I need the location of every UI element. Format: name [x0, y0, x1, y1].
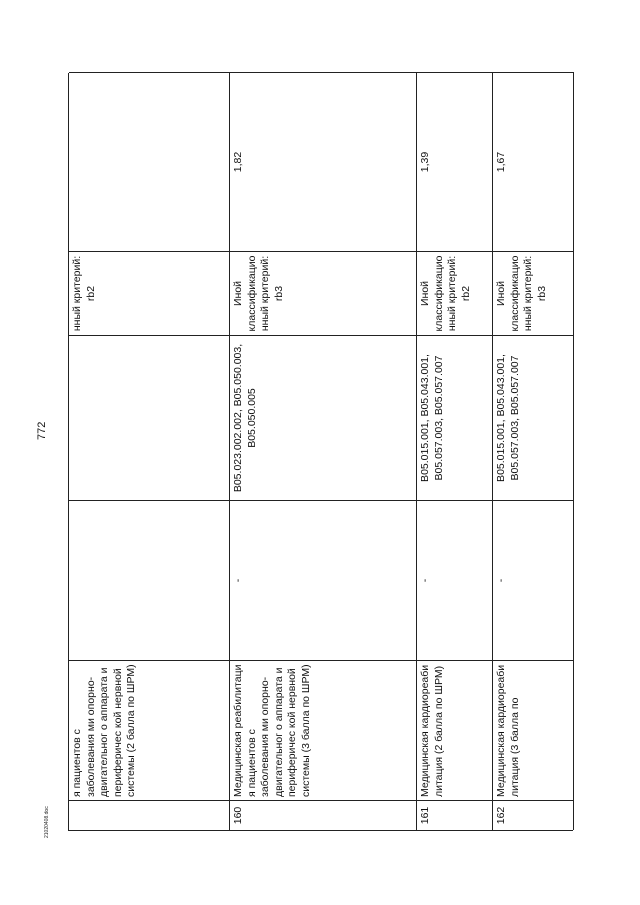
row-number-cell — [69, 800, 230, 830]
row-codes-cell: B05.023.002.002, B05.050.003, B05.050.005 — [230, 335, 417, 500]
row-value-cell — [69, 72, 230, 251]
row-value-cell: 1,67 — [493, 72, 574, 251]
row-value-cell: 1,82 — [230, 72, 417, 251]
row-dash-cell: - — [230, 500, 417, 660]
row-dash-cell: - — [493, 500, 574, 660]
row-codes-cell: B05.015.001, B05.043.001, B05.057.003, B05.057.007 — [493, 335, 574, 500]
tariff-table-grid — [68, 73, 573, 831]
page-number: 772 — [36, 421, 48, 440]
row-criterion-cell: нный критерий: rb2 — [69, 251, 230, 335]
row-value-cell: 1,39 — [417, 72, 493, 251]
row-name-cell: я пациентов с заболевания ми опорно-двигательног о аппарата и периферичес кой нервной системы (2 балла по ШРМ) — [69, 660, 230, 800]
row-number-cell: 161 — [417, 800, 493, 830]
row-name-cell: Медицинская кардиореаби литация (3 балла по — [493, 660, 574, 800]
row-name-cell: Медицинская реабилитаци я пациентов с заболевания ми опорно-двигательног о аппарата и периферичес кой нервной системы (3 балла по ШРМ) — [230, 660, 417, 800]
row-codes-cell — [69, 335, 230, 500]
row-codes-cell: B05.015.001, B05.043.001, B05.057.003, B05.057.007 — [417, 335, 493, 500]
document-code: 21020408.doc — [44, 806, 50, 838]
row-number-cell: 160 — [230, 800, 417, 830]
row-dash-cell — [69, 500, 230, 660]
row-criterion-cell: Иной классификацио нный критерий: rb3 — [493, 251, 574, 335]
row-criterion-cell: Иной классификацио нный критерий: rb2 — [417, 251, 493, 335]
row-number-cell: 162 — [493, 800, 574, 830]
tariff-table — [68, 73, 573, 831]
row-dash-cell: - — [417, 500, 493, 660]
row-criterion-cell: Иной классификацио нный критерий: rb3 — [230, 251, 417, 335]
row-name-cell: Медицинская кардиореаби литация (2 балла по ШРМ) — [417, 660, 493, 800]
